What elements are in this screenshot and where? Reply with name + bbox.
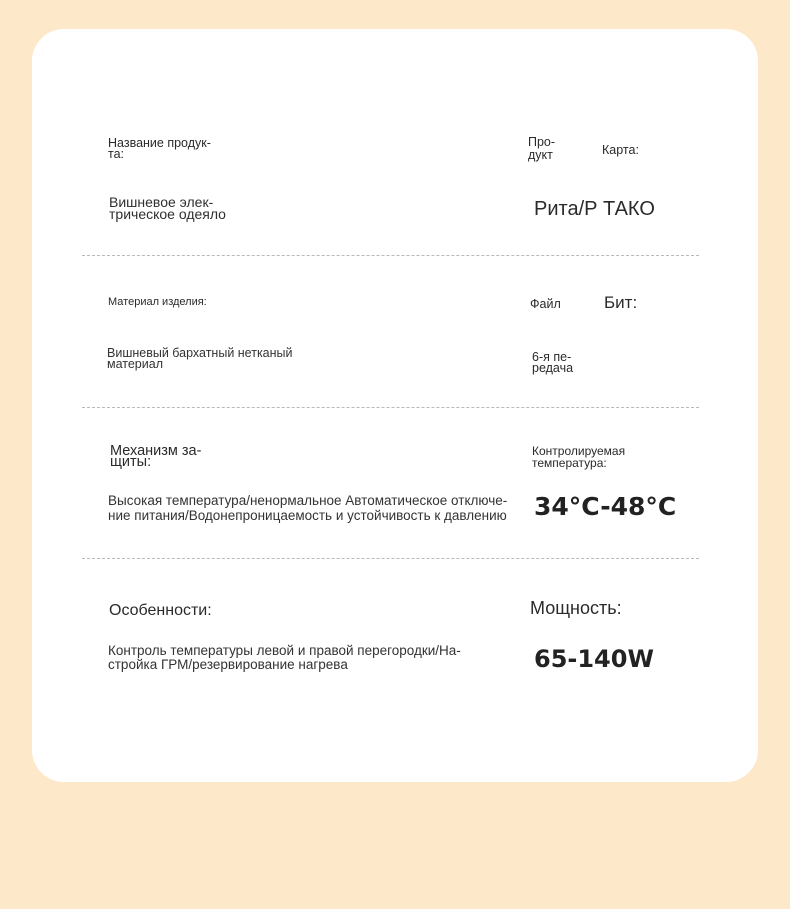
divider-2 xyxy=(82,407,699,408)
material-value: Вишневый бархатный нетканый материал xyxy=(107,346,293,371)
features-value: Контроль температуры левой и правой перегородки/На- стройка ГРМ/резервирование нагрева xyxy=(108,643,461,672)
product-name-value: Вишневое элек- трическое одеяло xyxy=(109,194,226,222)
protection-label: Механизм за- щиты: xyxy=(110,443,202,470)
bit-label: Бит: xyxy=(604,293,638,312)
brand-value: Рита/Р ТАКО xyxy=(534,198,655,220)
product-label: Про- дукт xyxy=(528,135,556,162)
material-label: Материал изделия: xyxy=(108,296,207,308)
divider-1 xyxy=(82,255,699,256)
protection-value: Высокая температура/ненормальное Автоматическое отключе- ние питания/Водонепроницаемость и устойчивость к давлению xyxy=(108,493,508,523)
file-label: Файл xyxy=(530,297,561,311)
temperature-value: 34°C-48°C xyxy=(534,492,677,521)
power-label: Мощность: xyxy=(530,598,622,618)
divider-3 xyxy=(82,558,699,559)
spec-card xyxy=(32,29,758,782)
product-name-label: Название продук- та: xyxy=(108,136,211,161)
card-label: Карта: xyxy=(602,143,639,157)
gear-value: 6-я пе- редача xyxy=(532,350,574,375)
power-value: 65-140W xyxy=(534,645,654,673)
temperature-label: Контролируемая температура: xyxy=(532,444,626,470)
features-label: Особенности: xyxy=(109,602,212,619)
